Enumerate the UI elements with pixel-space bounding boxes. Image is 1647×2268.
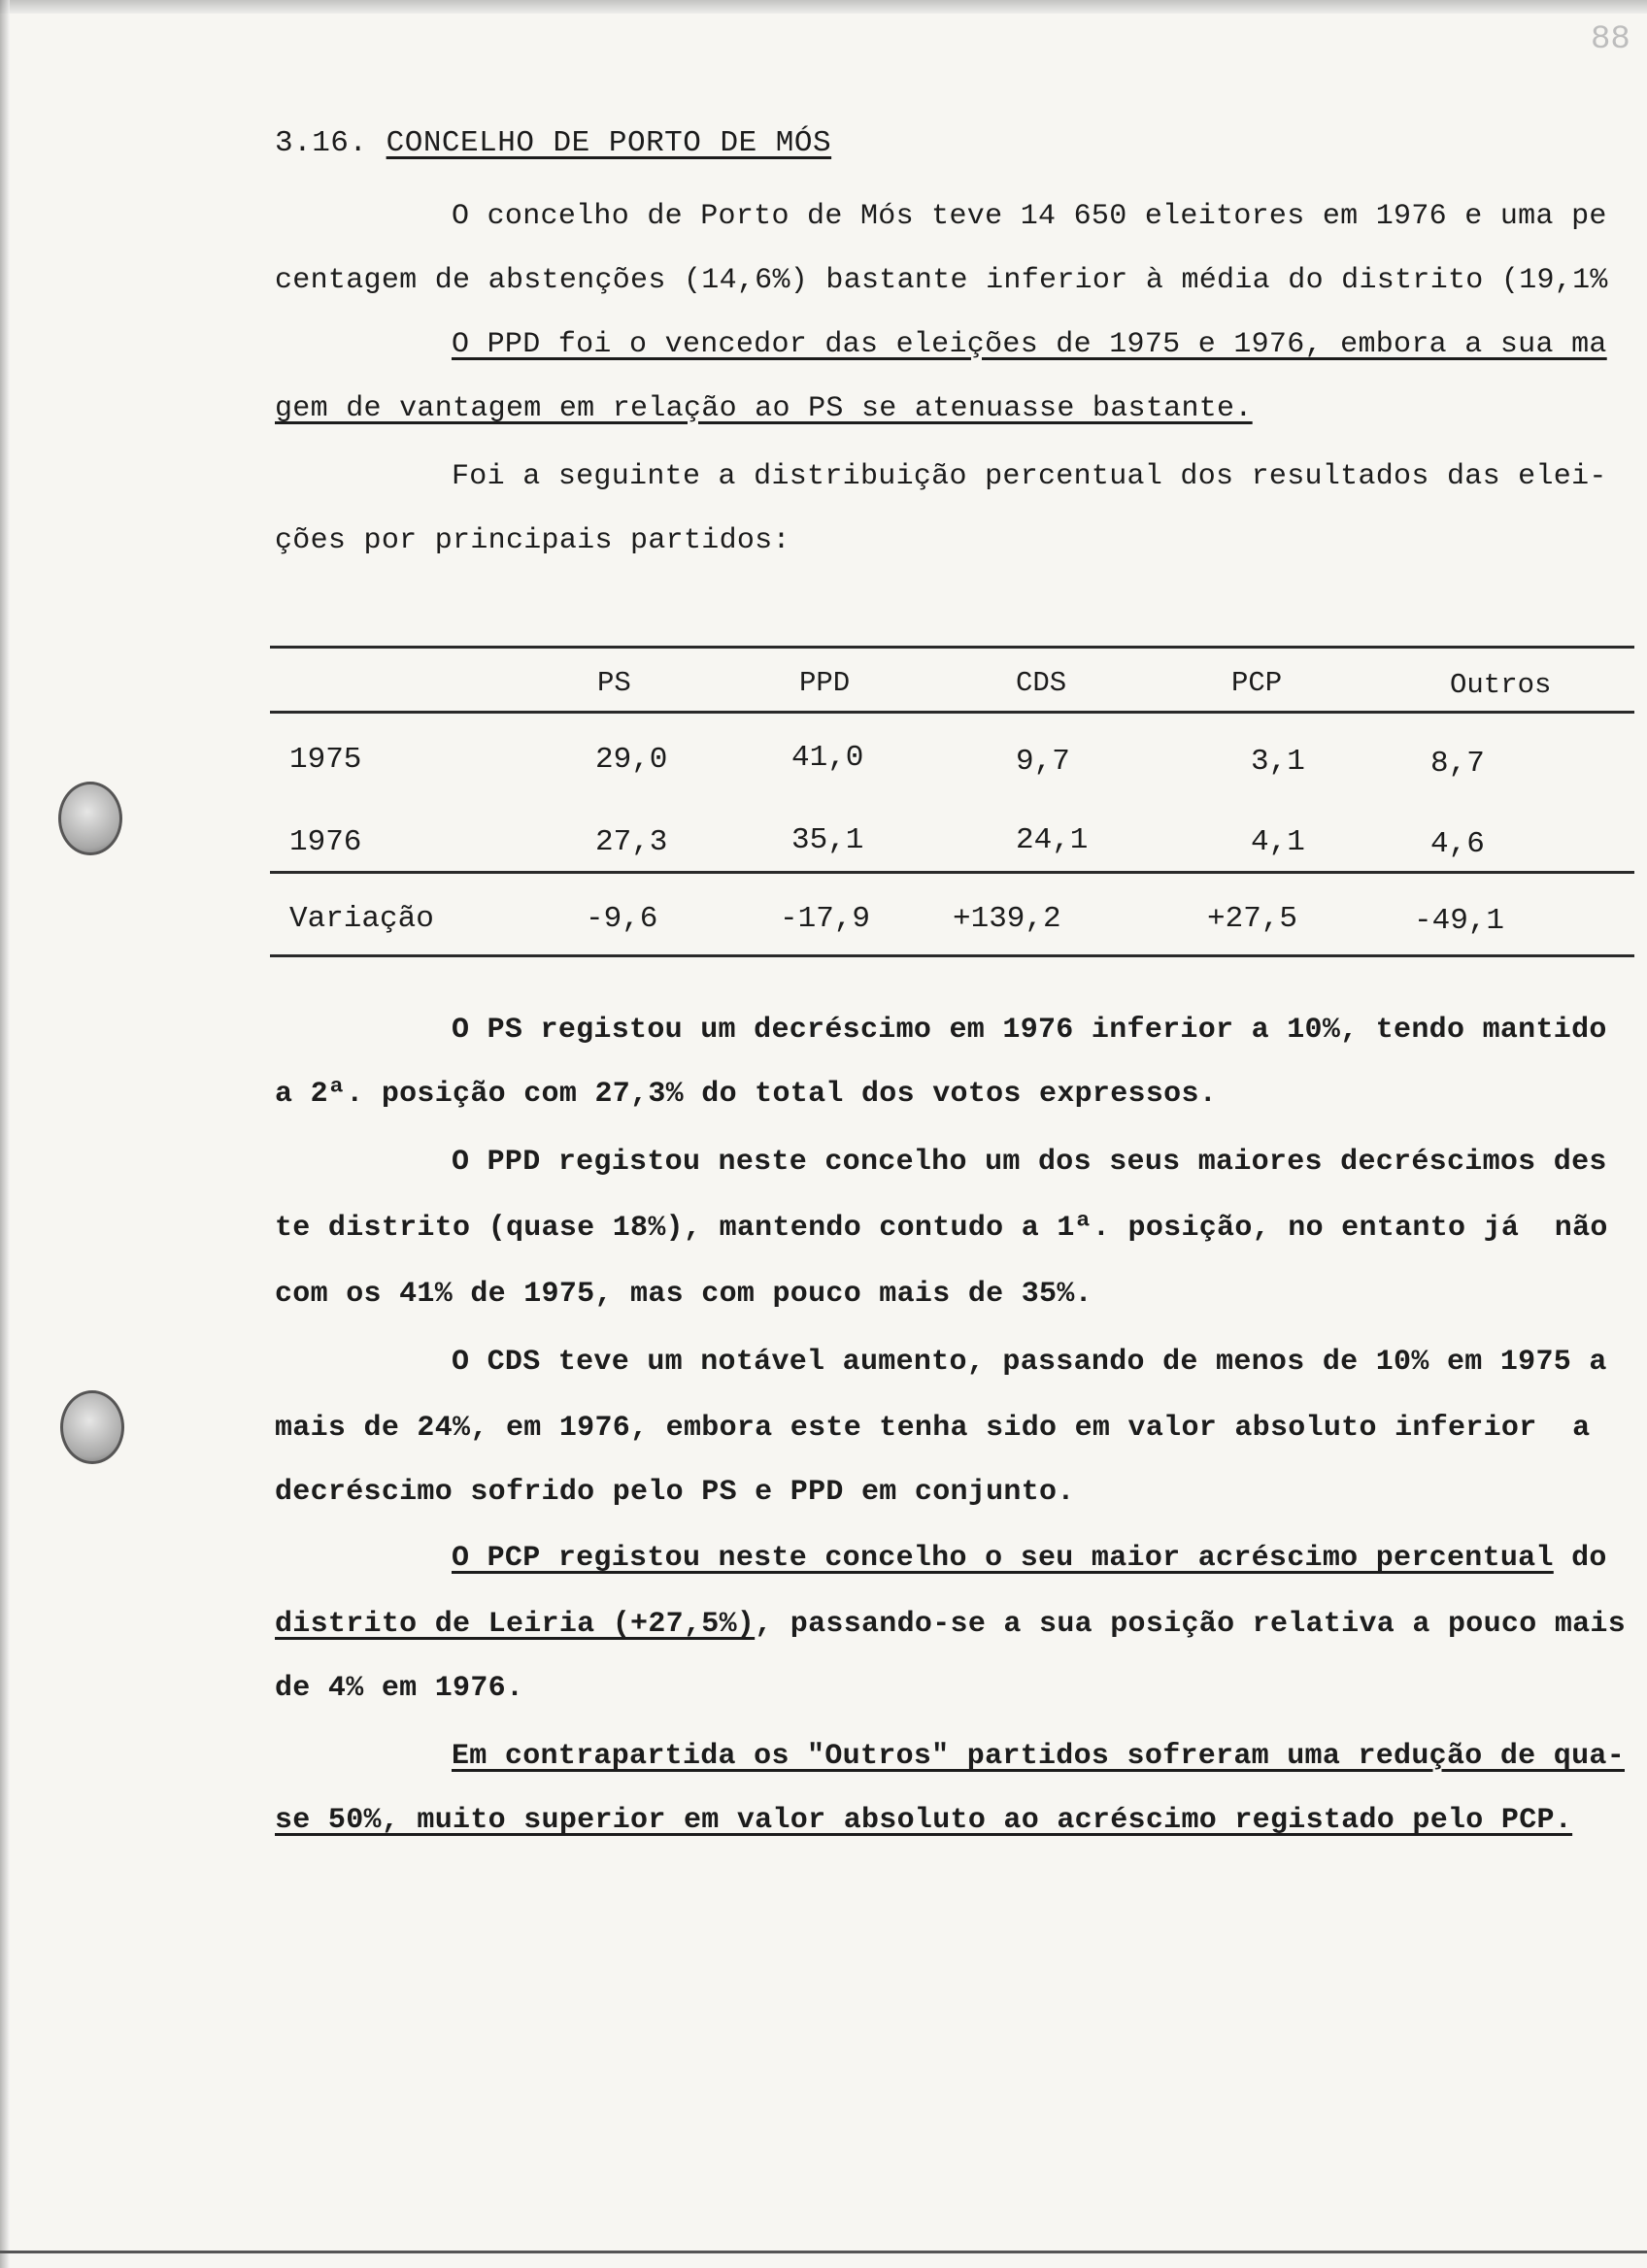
scan-left-edge (0, 0, 10, 2268)
pcp-line-1-tail: do (1553, 1542, 1607, 1575)
section-title: CONCELHO DE PORTO DE MÓS (386, 126, 832, 160)
scan-top-edge (0, 0, 1647, 14)
cell-1975-ppd: 41,0 (791, 741, 864, 775)
ps-line-2: a 2ª. posição com 27,3% do total dos votos expressos. (275, 1078, 1218, 1111)
punch-hole-bottom (60, 1390, 124, 1464)
table-top-rule (270, 646, 1634, 649)
scan-bottom-edge (0, 2251, 1647, 2253)
distribution-line-2: ções por principais partidos: (275, 524, 790, 557)
pcp-line-1-underlined: O PCP registou neste concelho o seu maior acréscimo percentual (452, 1542, 1554, 1575)
row-label-1976: 1976 (289, 825, 362, 859)
winner-line-2: gem de vantagem em relação ao PS se atenuasse bastante. (275, 392, 1253, 425)
ppd-line-1: O PPD registou neste concelho um dos seus maiores decréscimos des (452, 1146, 1607, 1179)
table-bottom-rule (270, 954, 1634, 957)
cell-1976-cds: 24,1 (1016, 823, 1089, 857)
cds-line-1: O CDS teve um notável aumento, passando de menos de 10% em 1975 a (452, 1346, 1607, 1379)
col-header-pcp: PCP (1231, 667, 1283, 699)
section-heading (275, 126, 831, 160)
punch-hole-top (58, 782, 122, 855)
table-variation-rule (270, 871, 1634, 874)
outros-line-2: se 50%, muito superior em valor absoluto ao acréscimo registado pelo PCP. (275, 1804, 1573, 1837)
col-header-ps: PS (597, 667, 631, 699)
ppd-line-2: te distrito (quase 18%), mantendo contudo a 1ª. posição, no entanto já não (275, 1212, 1608, 1245)
intro-line-2: centagem de abstenções (14,6%) bastante inferior à média do distrito (19,1% (275, 264, 1608, 297)
cell-var-cds: +139,2 (953, 902, 1061, 936)
pcp-line-1 (452, 1526, 1647, 1590)
cell-1975-ps: 29,0 (595, 743, 668, 777)
cell-1976-ps: 27,3 (595, 825, 668, 859)
cell-1976-ppd: 35,1 (791, 823, 864, 857)
cell-1976-outros: 4,6 (1430, 827, 1485, 861)
pcp-line-2-tail: , passando-se a sua posição relativa a pouco mais (755, 1608, 1627, 1641)
col-header-ppd: PPD (799, 667, 851, 699)
ppd-line-3: com os 41% de 1975, mas com pouco mais de 35%. (275, 1278, 1092, 1311)
cell-1976-pcp: 4,1 (1251, 825, 1305, 859)
pcp-line-2 (275, 1592, 1634, 1656)
cell-1975-outros: 8,7 (1430, 747, 1485, 781)
cell-var-pcp: +27,5 (1207, 902, 1298, 936)
table-header-rule (270, 711, 1634, 714)
pcp-line-2-underlined: distrito de Leiria (+27,5%) (275, 1608, 756, 1641)
row-label-1975: 1975 (289, 743, 362, 777)
col-header-outros: Outros (1450, 669, 1552, 701)
winner-line-1: O PPD foi o vencedor das eleições de 1975 e 1976, embora a sua ma (452, 328, 1607, 361)
cell-var-ppd: -17,9 (780, 902, 871, 936)
cell-var-outros: -49,1 (1414, 904, 1505, 938)
intro-line-1: O concelho de Porto de Mós teve 14 650 eleitores em 1976 e uma pe (452, 200, 1607, 233)
cell-var-ps: -9,6 (586, 902, 658, 936)
section-number: 3.16. (275, 126, 368, 160)
distribution-line-1: Foi a seguinte a distribuição percentual dos resultados das elei- (452, 460, 1607, 493)
row-label-variacao: Variação (289, 902, 434, 936)
cds-line-3: decréscimo sofrido pelo PS e PPD em conjunto. (275, 1476, 1075, 1509)
cell-1975-cds: 9,7 (1016, 745, 1070, 779)
ps-line-1: O PS registou um decréscimo em 1976 inferior a 10%, tendo mantido (452, 1014, 1607, 1047)
page-number-mark: 88 (1591, 21, 1630, 58)
pcp-line-3: de 4% em 1976. (275, 1672, 524, 1705)
outros-line-1: Em contrapartida os "Outros" partidos sofreram uma redução de qua- (452, 1740, 1625, 1773)
cds-line-2: mais de 24%, em 1976, embora este tenha sido em valor absoluto inferior a (275, 1412, 1591, 1445)
cell-1975-pcp: 3,1 (1251, 745, 1305, 779)
col-header-cds: CDS (1016, 667, 1067, 699)
